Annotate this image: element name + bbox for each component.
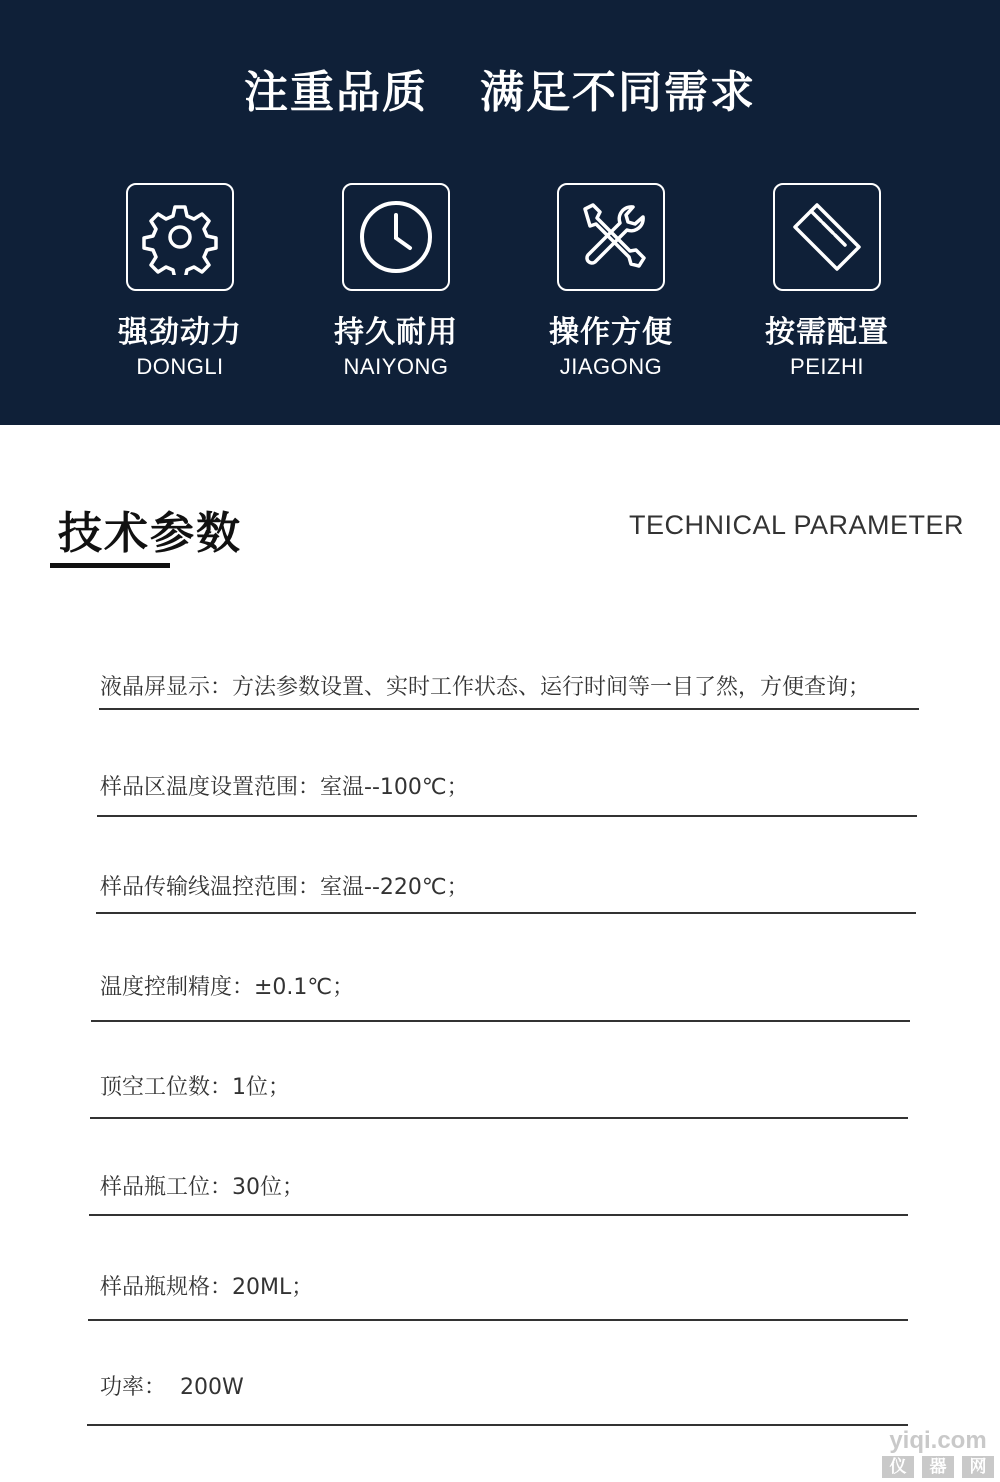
feature-label-cn: 持久耐用 bbox=[334, 315, 458, 350]
ruler-icon bbox=[773, 183, 881, 291]
param-divider bbox=[89, 1214, 908, 1216]
param-divider bbox=[87, 1424, 908, 1426]
param-item: 温度控制精度：±0.1℃； bbox=[100, 975, 355, 1000]
param-item: 样品传输线温控范围：室温--220℃； bbox=[100, 875, 469, 900]
param-divider bbox=[91, 1020, 910, 1022]
watermark-char: 器 bbox=[922, 1456, 954, 1478]
tools-icon bbox=[557, 183, 665, 291]
param-divider bbox=[90, 1117, 908, 1119]
watermark-site: yiqi.com bbox=[889, 1427, 987, 1454]
param-item: 顶空工位数：1位； bbox=[100, 1075, 290, 1100]
param-item: 样品瓶工位：30位； bbox=[100, 1175, 304, 1200]
param-divider bbox=[97, 815, 917, 817]
watermark-char: 仪 bbox=[882, 1456, 914, 1478]
feature-label-cn: 按需配置 bbox=[765, 315, 889, 350]
watermark-char: 网 bbox=[962, 1456, 994, 1478]
feature-label-en: PEIZHI bbox=[790, 354, 864, 379]
param-divider bbox=[88, 1319, 908, 1321]
feature-jiagong bbox=[511, 183, 711, 381]
param-item: 样品瓶规格：20ML； bbox=[100, 1275, 314, 1300]
param-item: 液晶屏显示：方法参数设置、实时工作状态、运行时间等一目了然，方便查询； bbox=[100, 675, 871, 700]
feature-label-en: DONGLI bbox=[136, 354, 224, 379]
gear-icon bbox=[126, 183, 234, 291]
feature-dongli bbox=[80, 183, 280, 381]
section-underline bbox=[50, 563, 170, 568]
feature-peizhi bbox=[727, 183, 927, 381]
feature-label-en: NAIYONG bbox=[343, 354, 449, 379]
param-item: 样品区温度设置范围：室温--100℃； bbox=[100, 775, 469, 800]
feature-label-cn: 强劲动力 bbox=[118, 315, 242, 350]
param-divider bbox=[99, 708, 919, 710]
banner-title: 注重品质 满足不同需求 bbox=[244, 67, 756, 118]
site-watermark bbox=[882, 1428, 994, 1478]
feature-label-en: JIAGONG bbox=[559, 354, 663, 379]
section-title: 技术参数 bbox=[58, 508, 242, 559]
feature-naiyong bbox=[296, 183, 496, 381]
section-subtitle: TECHNICAL PARAMETER bbox=[628, 510, 964, 540]
feature-banner bbox=[0, 0, 1000, 425]
param-item: 功率： 200W bbox=[100, 1375, 244, 1400]
param-divider bbox=[96, 912, 916, 914]
feature-label-cn: 操作方便 bbox=[549, 315, 673, 350]
clock-icon bbox=[342, 183, 450, 291]
